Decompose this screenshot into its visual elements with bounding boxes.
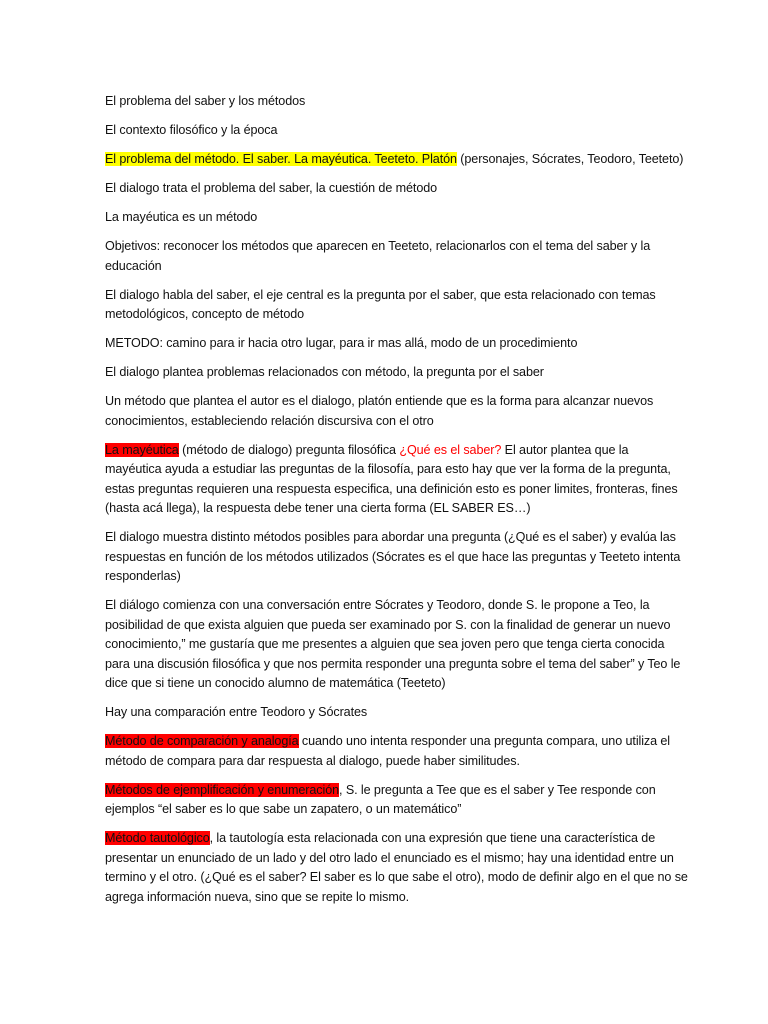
paragraph-dialogue-problems [105,363,688,383]
paragraph-objectives [105,237,688,276]
paragraph-text: El contexto filosófico y la época [105,123,278,137]
paragraph-text: cuando uno intenta responder una pregunta compara, uno utiliza el método de compara para dar respuesta al dialogo, puede haber similitudes. [105,734,671,768]
red-highlighted-text: Método de comparación y analogía [105,734,299,748]
paragraph-text: El dialogo trata el problema del saber, la cuestión de método [105,181,438,195]
paragraph-text: El dialogo muestra distinto métodos posibles para abordar una pregunta (¿Qué es el saber) y evalúa las respuestas en función de los métodos utilizados (Sócrates es el que hace las preguntas y Teeteto intenta responderlas) [105,530,681,583]
paragraph-text: El dialogo habla del saber, el eje central es la pregunta por el saber, que esta relacionado con temas metodológicos, concepto de método [105,287,656,321]
paragraph-text: (personajes, Sócrates, Teodoro, Teeteto) [456,152,684,166]
paragraph-author-method [105,392,688,431]
paragraph-text: , la tautología esta relacionada con una expresión que tiene una característica de presentar un enunciado de un lado y del otro lado el enunciado es el mismo; hay una identidad entre un termino y el otro. (¿Qué es el saber? El saber es lo que sabe el otro), modo de definir algo en el que no se agrega información nueva, sino que se repite lo mismo. [105,831,688,904]
red-highlighted-text: La mayéutica [105,442,179,457]
paragraph-mayeutica-question [105,441,688,519]
red-highlighted-text: Métodos de ejemplificación y enumeración [105,782,340,797]
red-question-text: ¿Qué es el saber? [399,442,502,457]
paragraph-text: METODO: camino para ir hacia otro lugar, para ir mas allá, modo de un procedimiento [105,336,578,350]
paragraph-text: El dialogo plantea problemas relacionados con método, la pregunta por el saber [105,365,544,379]
paragraph-dialogue-saber [105,286,688,325]
paragraph-dialogue-topic [105,179,688,199]
paragraph-text: El problema del saber y los métodos [105,94,306,108]
paragraph-text: La mayéutica es un método [105,210,258,224]
paragraph-title [105,92,688,112]
paragraph-text: El diálogo comienza con una conversación entre Sócrates y Teodoro, donde S. le propone a Teo, la posibilidad de que exista alguien que pueda ser examinado por S. con la finalidad de generar un nuevo conocimiento,” me gustaría que me presentes a alguien que sea joven pero que tenga cierta conocida para una discusión filosófica y que nos permita responder una pregunta sobre el tema del saber” y Teo le dice que si tiene un conocido alumno de matemática (Teeteto) [105,598,681,690]
yellow-highlighted-text: El problema del método. El saber. La mayéutica. Teeteto. Platón [105,152,457,166]
paragraph-text: Objetivos: reconocer los métodos que aparecen en Teeteto, relacionarlos con el tema del saber y la educación [105,239,651,273]
paragraph-mayeutica-method [105,208,688,228]
paragraph-text: El autor plantea que la mayéutica ayuda a estudiar las preguntas de la filosofía, para esto hay que ver la forma de la pregunta, estas preguntas requieren una respuesta especifica, una definición esto es poner limites, fronteras, fines (hasta acá llega), la respuesta debe tener una cierta forma (EL SABER ES…) [105,442,678,515]
paragraph-dialogue-start [105,596,688,694]
red-highlighted-text: Método tautológico [105,831,210,845]
paragraph-metodo-definition [105,334,688,354]
paragraph-exemplification-method [105,781,688,820]
paragraph-text: (método de dialogo) pregunta filosófica [178,442,400,457]
paragraph-comparison-method [105,732,688,771]
paragraph-text: Hay una comparación entre Teodoro y Sócrates [105,705,368,719]
paragraph-method-problem [105,150,688,170]
paragraph-context [105,121,688,141]
paragraph-tautological-method [105,829,688,907]
paragraph-text: , S. le pregunta a Tee que es el saber y Tee responde con ejemplos “el saber es lo que sabe un zapatero, o un matemático” [105,782,656,816]
paragraph-distinct-methods [105,528,688,587]
paragraph-text: Un método que plantea el autor es el dialogo, platón entiende que es la forma para alcanzar nuevos conocimientos, estableciendo relación discursiva con el otro [105,394,654,428]
paragraph-comparison [105,703,688,723]
